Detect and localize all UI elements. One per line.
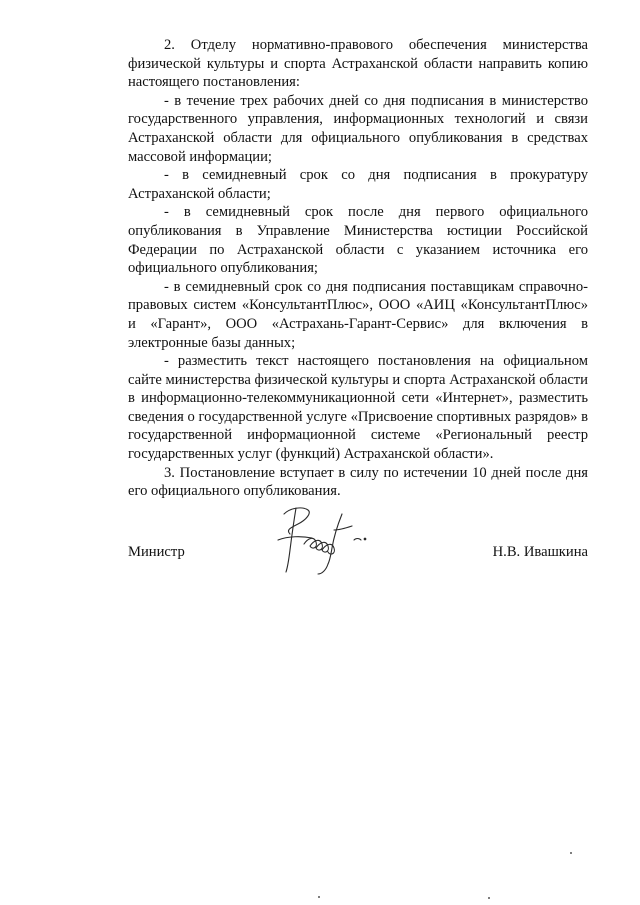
signer-title: Министр	[128, 544, 185, 560]
paragraph-2-copy-distribution: 2. Отделу нормативно-правового обеспечения министерства физической культуры и спорта Астраханской области направить копию настоящего постановления:	[128, 37, 588, 91]
paragraph-bullet-justice-ministry: - в семидневный срок после дня первого официального опубликования в Управление Министерства юстиции Российской Федерации по Астраханской области с указанием источника его официального опубликования;	[128, 204, 588, 277]
paragraph-bullet-website: - разместить текст настоящего постановления на официальном сайте министерства физической культуры и спорта Астраханской области в информационно-телекоммуникационной сети «Интернет», разместить сведения о государственной услуге «Присвоение спортивных разрядов» в государственной информационной системе «Региональный реестр государственных услуг (функций) Астраханской области».	[128, 353, 588, 463]
paragraph-3-entry-into-force: 3. Постановление вступает в силу по истечении 10 дней после дня его официального опубликования.	[128, 464, 588, 500]
paragraph-bullet-legal-systems: - в семидневный срок со дня подписания поставщикам справочно-правовых систем «КонсультантПлюс», ООО «АИЦ «КонсультантПлюс» и «Гарант», ООО «Астрахань-Гарант-Сервис» для включения в электронные базы данных;	[128, 278, 588, 351]
document-body	[128, 36, 588, 501]
scan-speck	[570, 852, 572, 854]
signer-name: Н.В. Ивашкина	[492, 544, 588, 560]
paragraph-bullet-publication: - в течение трех рабочих дней со дня подписания в министерство государственного управления, информационных технологий и связи Астраханской области для официального опубликования в средствах массовой информации;	[128, 92, 588, 165]
scan-speck	[488, 897, 490, 899]
scan-speck	[318, 896, 320, 898]
paragraph-bullet-prosecutor: - в семидневный срок со дня подписания в прокуратуру Астраханской области;	[128, 167, 588, 202]
handwritten-signature-icon	[268, 500, 388, 580]
